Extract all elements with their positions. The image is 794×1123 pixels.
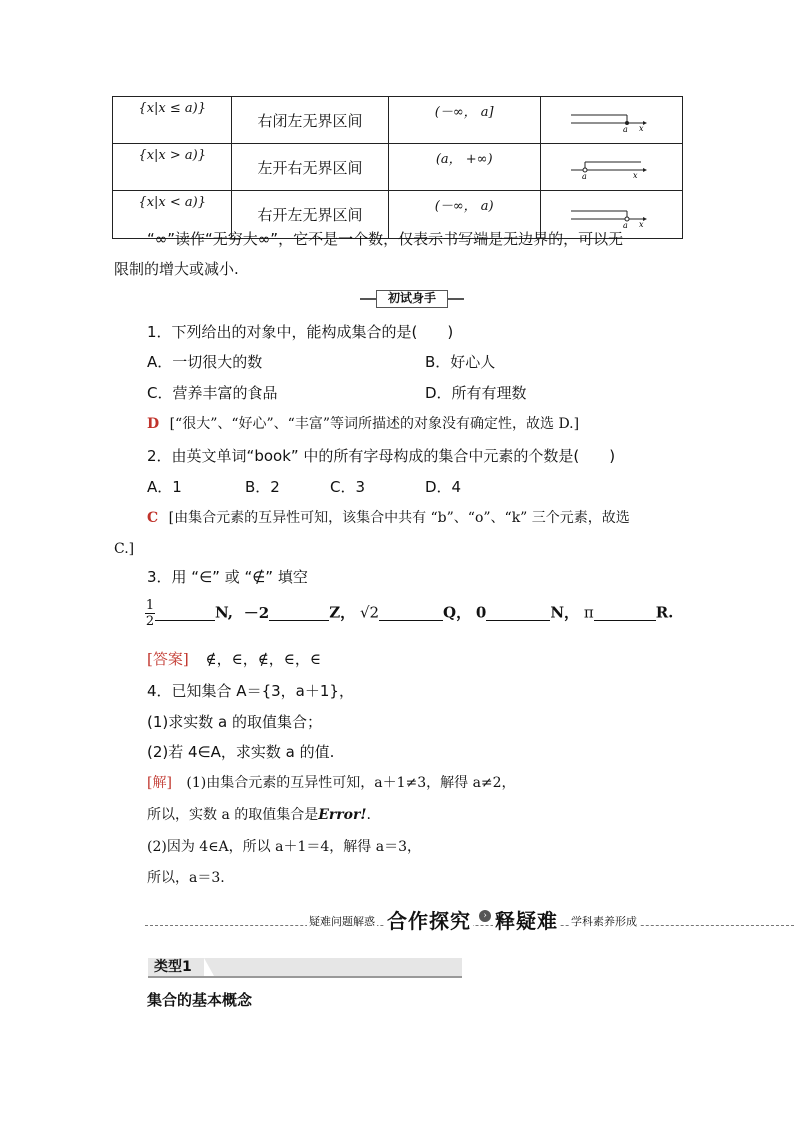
coop-banner-title2: 释疑难 <box>493 905 560 934</box>
set-cell: {x|x ≤ a)} <box>113 97 232 144</box>
q2-answer-line <box>147 508 630 528</box>
interval-table <box>112 96 683 239</box>
interval-name-cell: 右开左无界区间 <box>232 191 388 239</box>
q1-stem: 1．下列给出的对象中，能构成集合的是( ) <box>147 323 454 341</box>
q2-option-d: D．4 <box>425 478 462 496</box>
q1-option-b: B．好心人 <box>425 353 496 371</box>
section-banner-label: 初试身手 <box>376 290 448 308</box>
coop-banner-title1: 合作探究 <box>385 905 473 934</box>
type-tag-label: 类型1 <box>154 959 192 975</box>
axis-label: x <box>638 124 644 133</box>
type-tag <box>148 958 462 976</box>
banner-rule-left <box>360 298 376 300</box>
q4-solution-line2 <box>147 805 371 825</box>
interval-name-cell: 左开右无界区间 <box>232 144 388 191</box>
q4-solution-line4: 所以，a＝3. <box>147 870 225 886</box>
answer-blank-1 <box>155 604 215 621</box>
axis-label: x <box>638 220 644 229</box>
q2-option-c: C．3 <box>330 478 366 496</box>
answer-blank-2 <box>269 604 329 621</box>
q4-solution-line1 <box>147 773 516 793</box>
interval-notation-cell: (－∞， a) <box>388 191 540 239</box>
q2-stem: 2．由英文单词“book” 中的所有字母构成的集合中元素的个数是( ) <box>147 447 616 465</box>
q3-answer-line <box>147 649 321 669</box>
fraction-denominator: 2 <box>145 614 155 629</box>
banner-rule-right <box>448 298 464 300</box>
q4-error-text: Error! <box>318 807 367 823</box>
number-line-graph <box>569 105 653 133</box>
table-row <box>113 97 683 144</box>
q2-explanation-line2: C.] <box>114 541 135 557</box>
fraction-numerator: 1 <box>145 598 155 613</box>
q1-option-d: D．所有有理数 <box>425 384 527 402</box>
set-cell: {x|x > a)} <box>113 144 232 191</box>
q3-answer: ∉，∈，∉，∈，∈ <box>205 650 322 668</box>
type-tag-slant <box>204 958 214 976</box>
q4-solution-tag: [解] <box>147 775 172 791</box>
q3-set-z: Z， <box>329 603 356 622</box>
q1-explanation: [“很大”、“好心”、“丰富”等词所描述的对象没有确定性，故选 D.] <box>169 416 580 432</box>
interval-name-cell: 右闭左无界区间 <box>232 97 388 144</box>
q3-neg-two: －2 <box>243 603 270 622</box>
q2-option-b: B．2 <box>245 478 280 496</box>
q4-stem: 4．已知集合 A＝{3，a＋1}， <box>147 682 354 700</box>
q4-solution-text2: 所以，实数 a 的取值集合是 <box>147 807 319 823</box>
number-line-cell <box>540 144 682 191</box>
set-cell: {x|x < a)} <box>113 191 232 239</box>
q3-zero: 0 <box>475 603 487 622</box>
answer-blank-4 <box>486 604 550 621</box>
coop-banner-right-text: 学科素养形成 <box>571 915 637 928</box>
infinity-note-line2: 限制的增大或减小. <box>114 260 239 278</box>
q3-set-r: R. <box>655 603 674 622</box>
number-line-graph <box>569 199 653 229</box>
axis-label: x <box>632 171 638 180</box>
q1-option-a: A．一切很大的数 <box>147 353 263 371</box>
q2-explanation-line1: [由集合元素的互异性可知，该集合中共有 “b”、“o”、“k” 三个元素，故选 <box>168 510 630 526</box>
infinity-note-line1: “∞”读作“无穷大∞”，它不是一个数，仅表示书写端是无边界的，可以无 <box>147 230 624 248</box>
interval-notation-cell: (a， +∞) <box>388 144 540 191</box>
q3-set-n2: N， <box>550 603 580 622</box>
q1-option-c: C．营养丰富的食品 <box>147 384 278 402</box>
q3-answer-tag: [答案] <box>147 650 189 668</box>
coop-banner-left-text: 疑难问题解惑 <box>309 915 375 928</box>
answer-blank-3 <box>379 604 443 621</box>
number-line-graph <box>569 152 653 180</box>
q4-solution-line3: (2)因为 4∈A，所以 a＋1＝4，解得 a＝3， <box>147 839 421 855</box>
q1-answer-line <box>147 414 579 434</box>
chevron-right-icon: › <box>479 910 491 922</box>
point-label: a <box>622 221 628 229</box>
number-line-cell <box>540 97 682 144</box>
q4-part1: (1)求实数 a 的取值集合； <box>147 713 322 731</box>
q4-part2: (2)若 4∈A，求实数 a 的值. <box>147 743 335 761</box>
q3-set-n1: N, <box>215 603 233 622</box>
q2-option-a: A．1 <box>147 478 182 496</box>
answer-blank-5 <box>594 604 656 621</box>
table-row <box>113 144 683 191</box>
coop-banner <box>145 905 794 933</box>
q2-answer-letter: C <box>147 510 159 526</box>
section-banner <box>360 291 464 307</box>
fraction-one-half <box>145 598 155 629</box>
q3-fill-line <box>145 598 673 638</box>
q3-sqrt-two: √2 <box>359 603 380 622</box>
point-label: a <box>622 125 628 133</box>
q3-pi: π <box>583 603 594 622</box>
q4-solution-period: . <box>366 807 371 823</box>
q3-set-q: Q， <box>443 603 472 622</box>
q1-answer-letter: D <box>147 416 160 432</box>
q4-solution-text1: (1)由集合元素的互异性可知，a＋1≠3，解得 a≠2， <box>186 775 516 791</box>
q3-stem: 3．用 “∈” 或 “∉” 填空 <box>147 568 308 586</box>
type-title: 集合的基本概念 <box>147 991 253 1009</box>
interval-notation-cell: (－∞， a] <box>388 97 540 144</box>
point-label: a <box>581 172 587 180</box>
type-tag-background <box>148 958 462 978</box>
